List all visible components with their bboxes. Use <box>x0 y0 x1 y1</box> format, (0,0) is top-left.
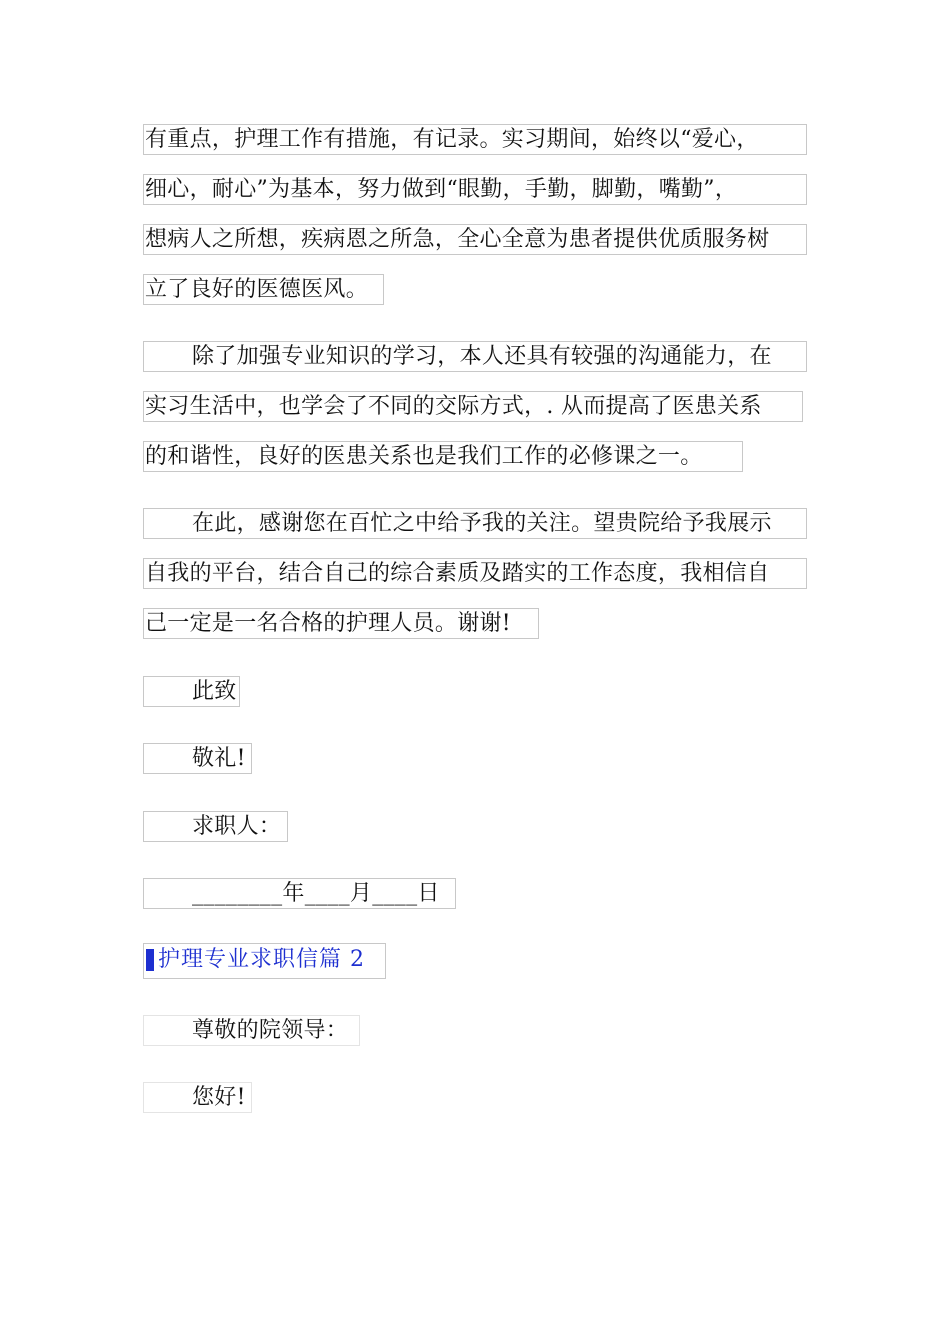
paragraph-3-line-3: 己一定是一名合格的护理人员。谢谢! <box>143 608 539 639</box>
section-2-heading <box>143 943 386 979</box>
applicant-label: 求职人： <box>143 811 288 842</box>
paragraph-3-line-1: 在此，感谢您在百忙之中给予我的关注。望贵院给予我展示 <box>143 508 807 539</box>
heading-marker-icon <box>146 949 154 971</box>
date-line: ________年____月____日 <box>143 878 456 909</box>
greeting: 您好! <box>143 1082 252 1113</box>
paragraph-1-line-3: 想病人之所想，疾病恩之所急，全心全意为患者提供优质服务树 <box>143 224 807 255</box>
section-2-heading-text: 护理专业求职信篇 2 <box>158 947 365 972</box>
paragraph-1-line-2: 细心，耐心”为基本，努力做到“眼勤，手勤，脚勤，嘴勤”， <box>143 174 807 205</box>
closing-zhizhi: 此致 <box>143 676 240 707</box>
paragraph-2-line-1: 除了加强专业知识的学习，本人还具有较强的沟通能力，在 <box>143 341 807 372</box>
paragraph-2-line-3: 的和谐性，良好的医患关系也是我们工作的必修课之一。 <box>143 441 743 472</box>
paragraph-1-line-4: 立了良好的医德医风。 <box>143 274 384 305</box>
paragraph-1-line-1: 有重点，护理工作有措施，有记录。实习期间，始终以“爱心， <box>143 124 807 155</box>
paragraph-3-line-2: 自我的平台，结合自己的综合素质及踏实的工作态度，我相信自 <box>143 558 807 589</box>
paragraph-2-line-2: 实习生活中，也学会了不同的交际方式，. 从而提高了医患关系 <box>143 391 803 422</box>
closing-jingli: 敬礼! <box>143 743 252 774</box>
salutation: 尊敬的院领导： <box>143 1015 360 1046</box>
